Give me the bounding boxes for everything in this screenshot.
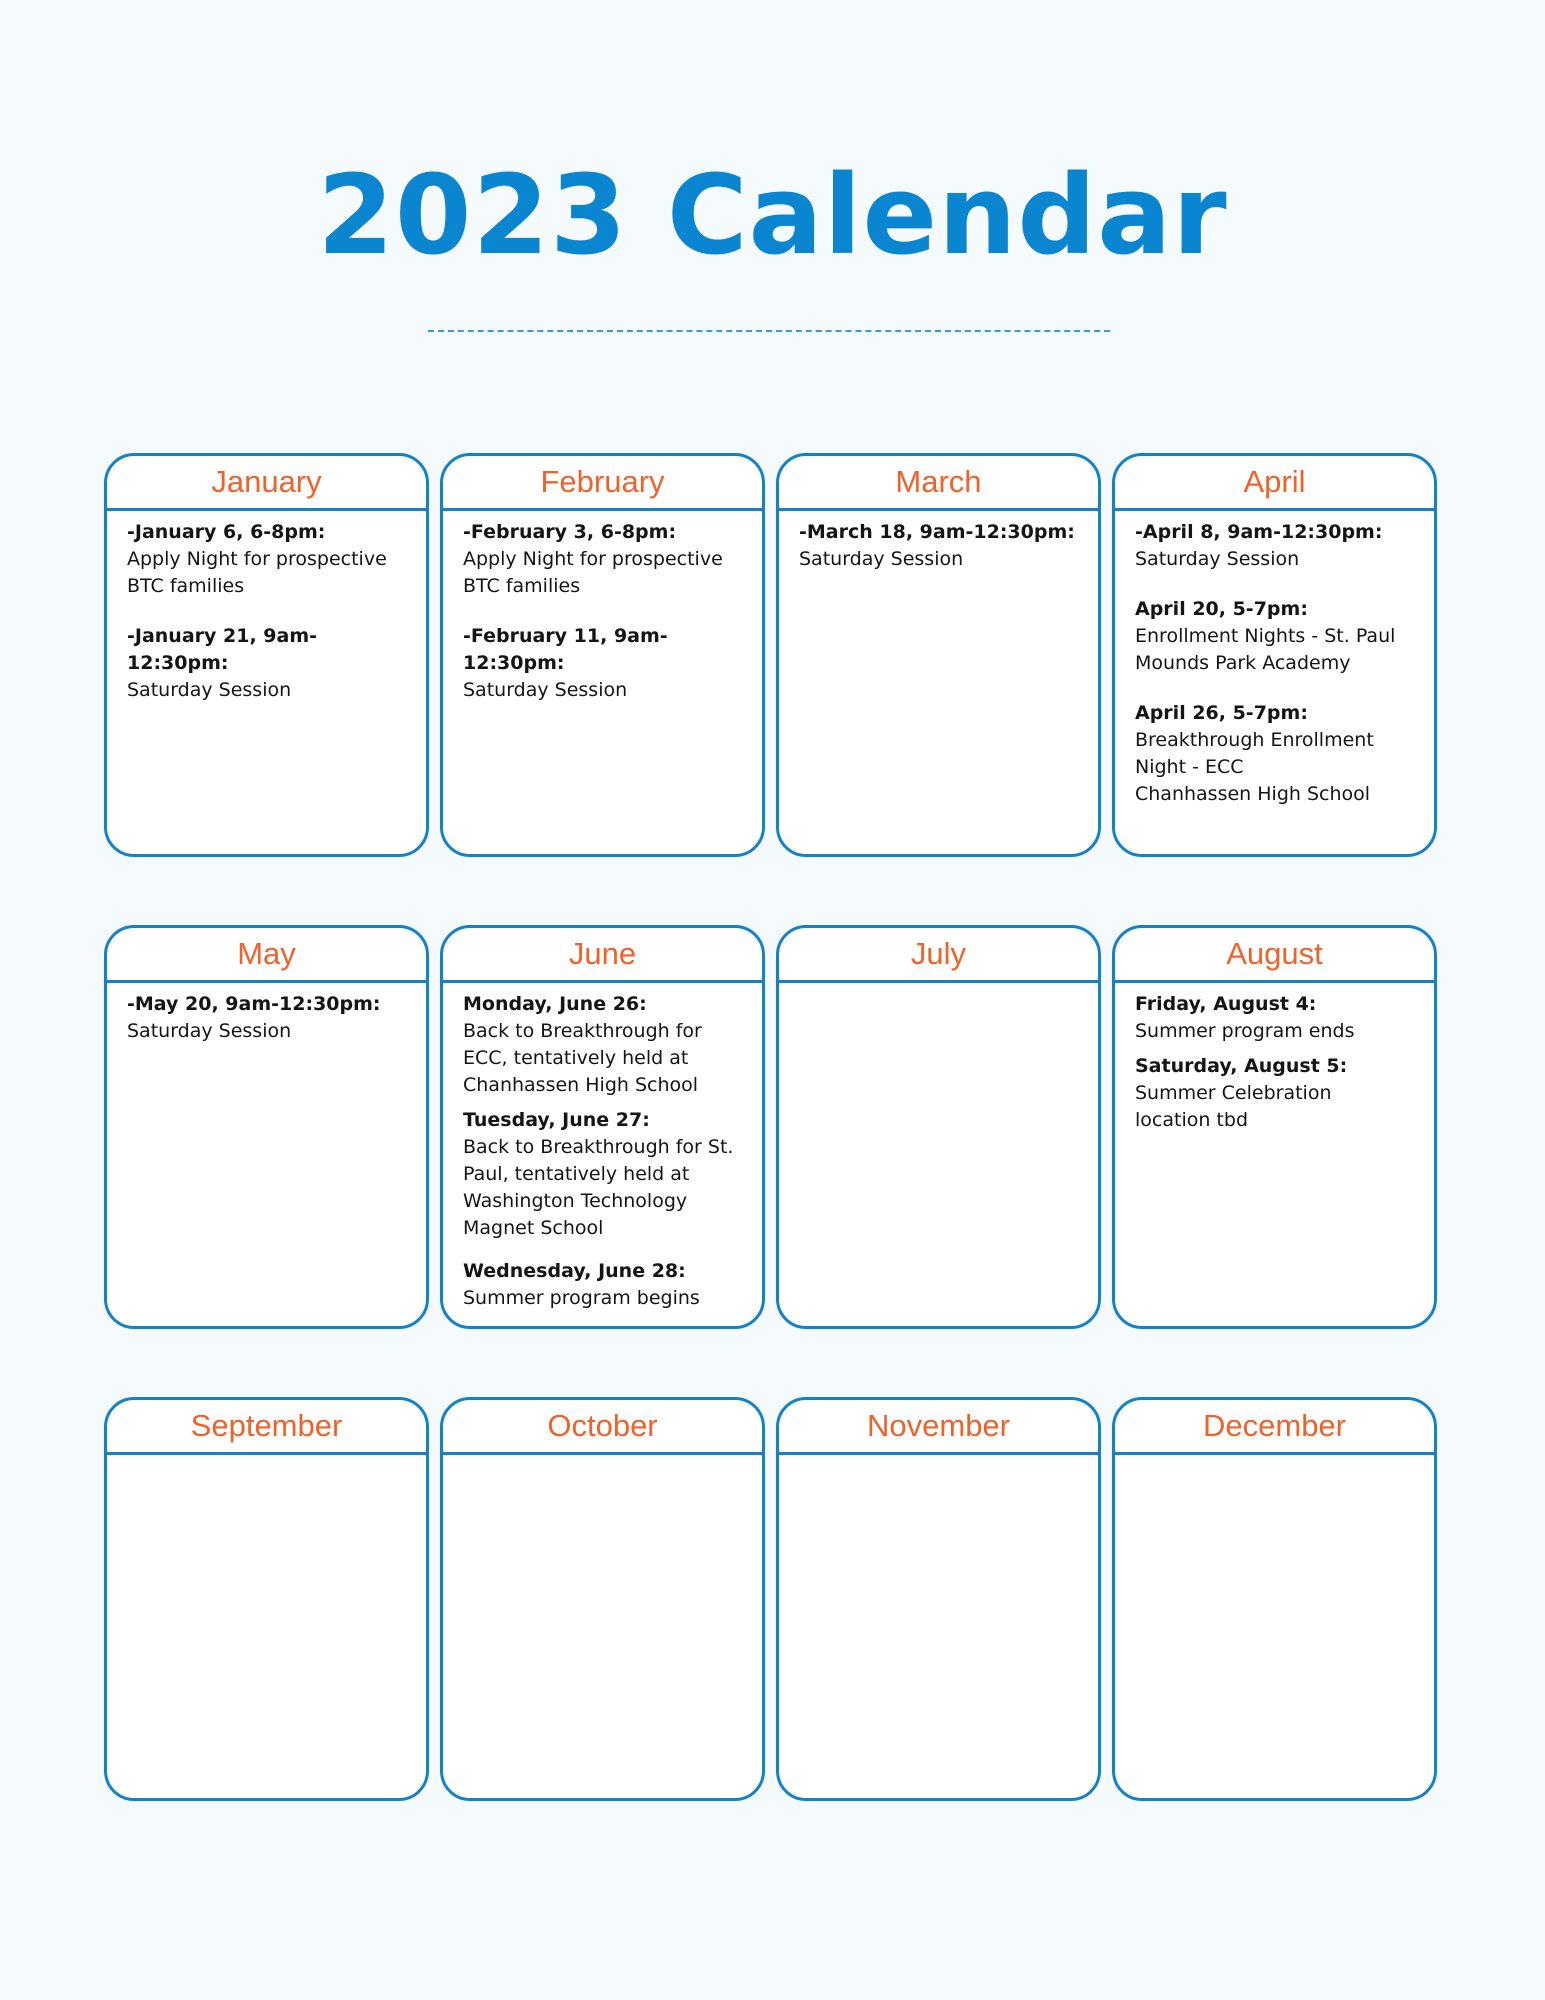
month-events	[779, 1455, 1098, 1473]
event-item	[463, 1258, 752, 1312]
event-description: Saturday Session	[1135, 548, 1300, 570]
event-date: -February 3, 6-8pm:	[463, 521, 677, 543]
event-date: Wednesday, June 28:	[463, 1260, 686, 1282]
event-description: Summer Celebration location tbd	[1135, 1082, 1332, 1131]
month-events	[779, 511, 1098, 606]
event-description: Saturday Session	[463, 679, 628, 701]
month-card-november	[776, 1397, 1101, 1801]
event-item	[127, 519, 408, 600]
month-label: April	[1115, 456, 1434, 511]
event-date: -April 8, 9am-12:30pm:	[1135, 521, 1383, 543]
event-item	[1135, 700, 1416, 808]
month-label: May	[107, 928, 426, 983]
event-date: Friday, August 4:	[1135, 993, 1317, 1015]
event-description: Summer program begins	[463, 1287, 700, 1309]
event-date: -January 21, 9am-12:30pm:	[127, 625, 318, 674]
month-card-december	[1112, 1397, 1437, 1801]
month-events	[107, 983, 426, 1078]
month-card-july	[776, 925, 1101, 1329]
event-item	[463, 1107, 752, 1242]
event-date: Saturday, August 5:	[1135, 1055, 1348, 1077]
event-item	[1135, 991, 1416, 1045]
month-label: January	[107, 456, 426, 511]
month-card-march	[776, 453, 1101, 857]
event-description: Back to Breakthrough for St. Paul, tentatively held at Washington Technology Magnet School	[463, 1136, 734, 1239]
month-label: July	[779, 928, 1098, 983]
month-events	[443, 983, 762, 1329]
month-label: August	[1115, 928, 1434, 983]
event-item	[463, 991, 752, 1099]
event-description: Enrollment Nights - St. Paul Mounds Park Academy	[1135, 625, 1396, 674]
month-events	[1115, 1455, 1434, 1473]
month-card-september	[104, 1397, 429, 1801]
event-date: -March 18, 9am-12:30pm:	[799, 521, 1075, 543]
month-events	[779, 983, 1098, 1001]
month-label: September	[107, 1400, 426, 1455]
event-item	[799, 519, 1080, 573]
event-date: April 26, 5-7pm:	[1135, 702, 1308, 724]
month-card-june	[440, 925, 765, 1329]
month-card-october	[440, 1397, 765, 1801]
month-label: December	[1115, 1400, 1434, 1455]
event-description: Breakthrough Enrollment Night - ECC Chanhassen High School	[1135, 729, 1374, 805]
month-events	[107, 1455, 426, 1473]
month-card-may	[104, 925, 429, 1329]
calendar-grid	[104, 453, 1441, 1801]
event-item	[1135, 519, 1416, 573]
event-date: -February 11, 9am-12:30pm:	[463, 625, 668, 674]
month-label: November	[779, 1400, 1098, 1455]
month-card-february	[440, 453, 765, 857]
month-card-august	[1112, 925, 1437, 1329]
event-date: Monday, June 26:	[463, 993, 647, 1015]
month-label: February	[443, 456, 762, 511]
month-events	[1115, 511, 1434, 841]
event-item	[1135, 596, 1416, 677]
event-date: Tuesday, June 27:	[463, 1109, 650, 1131]
month-label: October	[443, 1400, 762, 1455]
event-item	[1135, 1053, 1416, 1134]
event-description: Apply Night for prospective BTC families	[463, 548, 723, 597]
event-date: -January 6, 6-8pm:	[127, 521, 326, 543]
month-label: June	[443, 928, 762, 983]
month-label: March	[779, 456, 1098, 511]
month-events	[443, 1455, 762, 1473]
event-item	[127, 623, 408, 704]
event-description: Apply Night for prospective BTC families	[127, 548, 387, 597]
event-description: Back to Breakthrough for ECC, tentatively held at Chanhassen High School	[463, 1020, 702, 1096]
event-item	[463, 519, 744, 600]
event-item	[127, 991, 408, 1045]
month-card-april	[1112, 453, 1437, 857]
month-events	[1115, 983, 1434, 1167]
month-events	[107, 511, 426, 737]
month-events	[443, 511, 762, 737]
event-description: Summer program ends	[1135, 1020, 1355, 1042]
page-title: 2023 Calendar	[317, 151, 1228, 279]
event-date: -May 20, 9am-12:30pm:	[127, 993, 381, 1015]
event-description: Saturday Session	[127, 1020, 292, 1042]
month-card-january	[104, 453, 429, 857]
event-description: Saturday Session	[127, 679, 292, 701]
title-divider	[428, 330, 1110, 332]
event-item	[463, 623, 744, 704]
event-description: Saturday Session	[799, 548, 964, 570]
event-date: April 20, 5-7pm:	[1135, 598, 1308, 620]
